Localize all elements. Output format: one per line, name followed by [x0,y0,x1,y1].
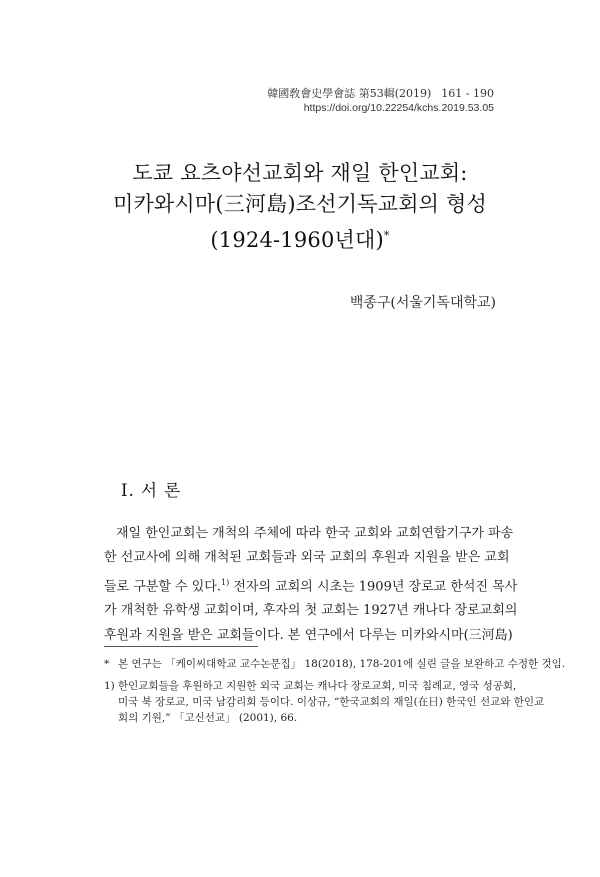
footnotes [104,656,566,732]
title-line-2: 미카와시마(三河島)조선기독교회의 형성 [112,192,488,216]
body-line-part: 전자의 교회의 시초는 1909년 장로교 한석진 목사 [229,578,518,594]
body-line: 재일 한인교회는 개척의 주체에 따라 한국 교회와 교회연합기구가 파송 [116,526,514,541]
footnote-ref-1[interactable]: 1) [221,577,230,587]
journal-issue-line [267,86,494,101]
footnote-mark: 1) [104,680,115,692]
footnote-divider [104,646,258,647]
footnote-line: 미국 북 장로교, 미국 남감리회 등이다. 이상규, “한국교회의 재일(在日) 한국인 선교와 한인교 [118,696,545,708]
body-line-part: 들로 구분할 수 있다. [104,578,221,594]
footnote-mark: * [104,658,110,670]
footnote-line: 본 연구는 「케이씨대학교 교수논문집」 18(2018), 178-201에 실린 글을 보완하고 수정한 것임. [118,658,566,670]
footnote-star [104,656,566,672]
section-heading-introduction: I. 서 론 [121,481,182,500]
body-line: 후원과 지원을 받은 교회들이다. 본 연구에서 다루는 미카와시마(三河島) [104,627,513,643]
author-affiliation: 백종구(서울기독대학교) [349,295,496,311]
title-line-3 [0,220,600,256]
journal-header [267,86,494,116]
footnote-1 [104,678,545,726]
body-line [104,571,518,600]
doi-link[interactable]: https://doi.org/10.22254/kchs.2019.53.05 [303,102,494,114]
footnote-line: 회의 기원,” 「고신선교」 (2001), 66. [118,712,298,724]
body-paragraph [104,522,518,648]
paper-title [0,158,600,256]
footnote-line: 한인교회들을 후원하고 지원한 외국 교회는 캐나다 장로교회, 미국 침례교, 영국 성공회, [118,680,517,692]
body-line: 가 개척한 유학생 교회이며, 후자의 첫 교회는 1927년 캐나다 장로교회의 [104,603,518,619]
title-footnote-mark[interactable]: * [383,229,390,242]
page-range: 161 - 190 [441,87,494,100]
title-line-3-text: (1924-1960년대) [210,228,384,252]
body-line: 한 선교사에 의해 개척된 교회들과 외국 교회의 후원과 지원을 받은 교회 [104,550,510,566]
journal-name: 韓國敎會史學會誌 第53輯(2019) [267,87,432,100]
title-line-1: 도쿄 요츠야선교회와 재일 한인교회: [132,161,468,185]
